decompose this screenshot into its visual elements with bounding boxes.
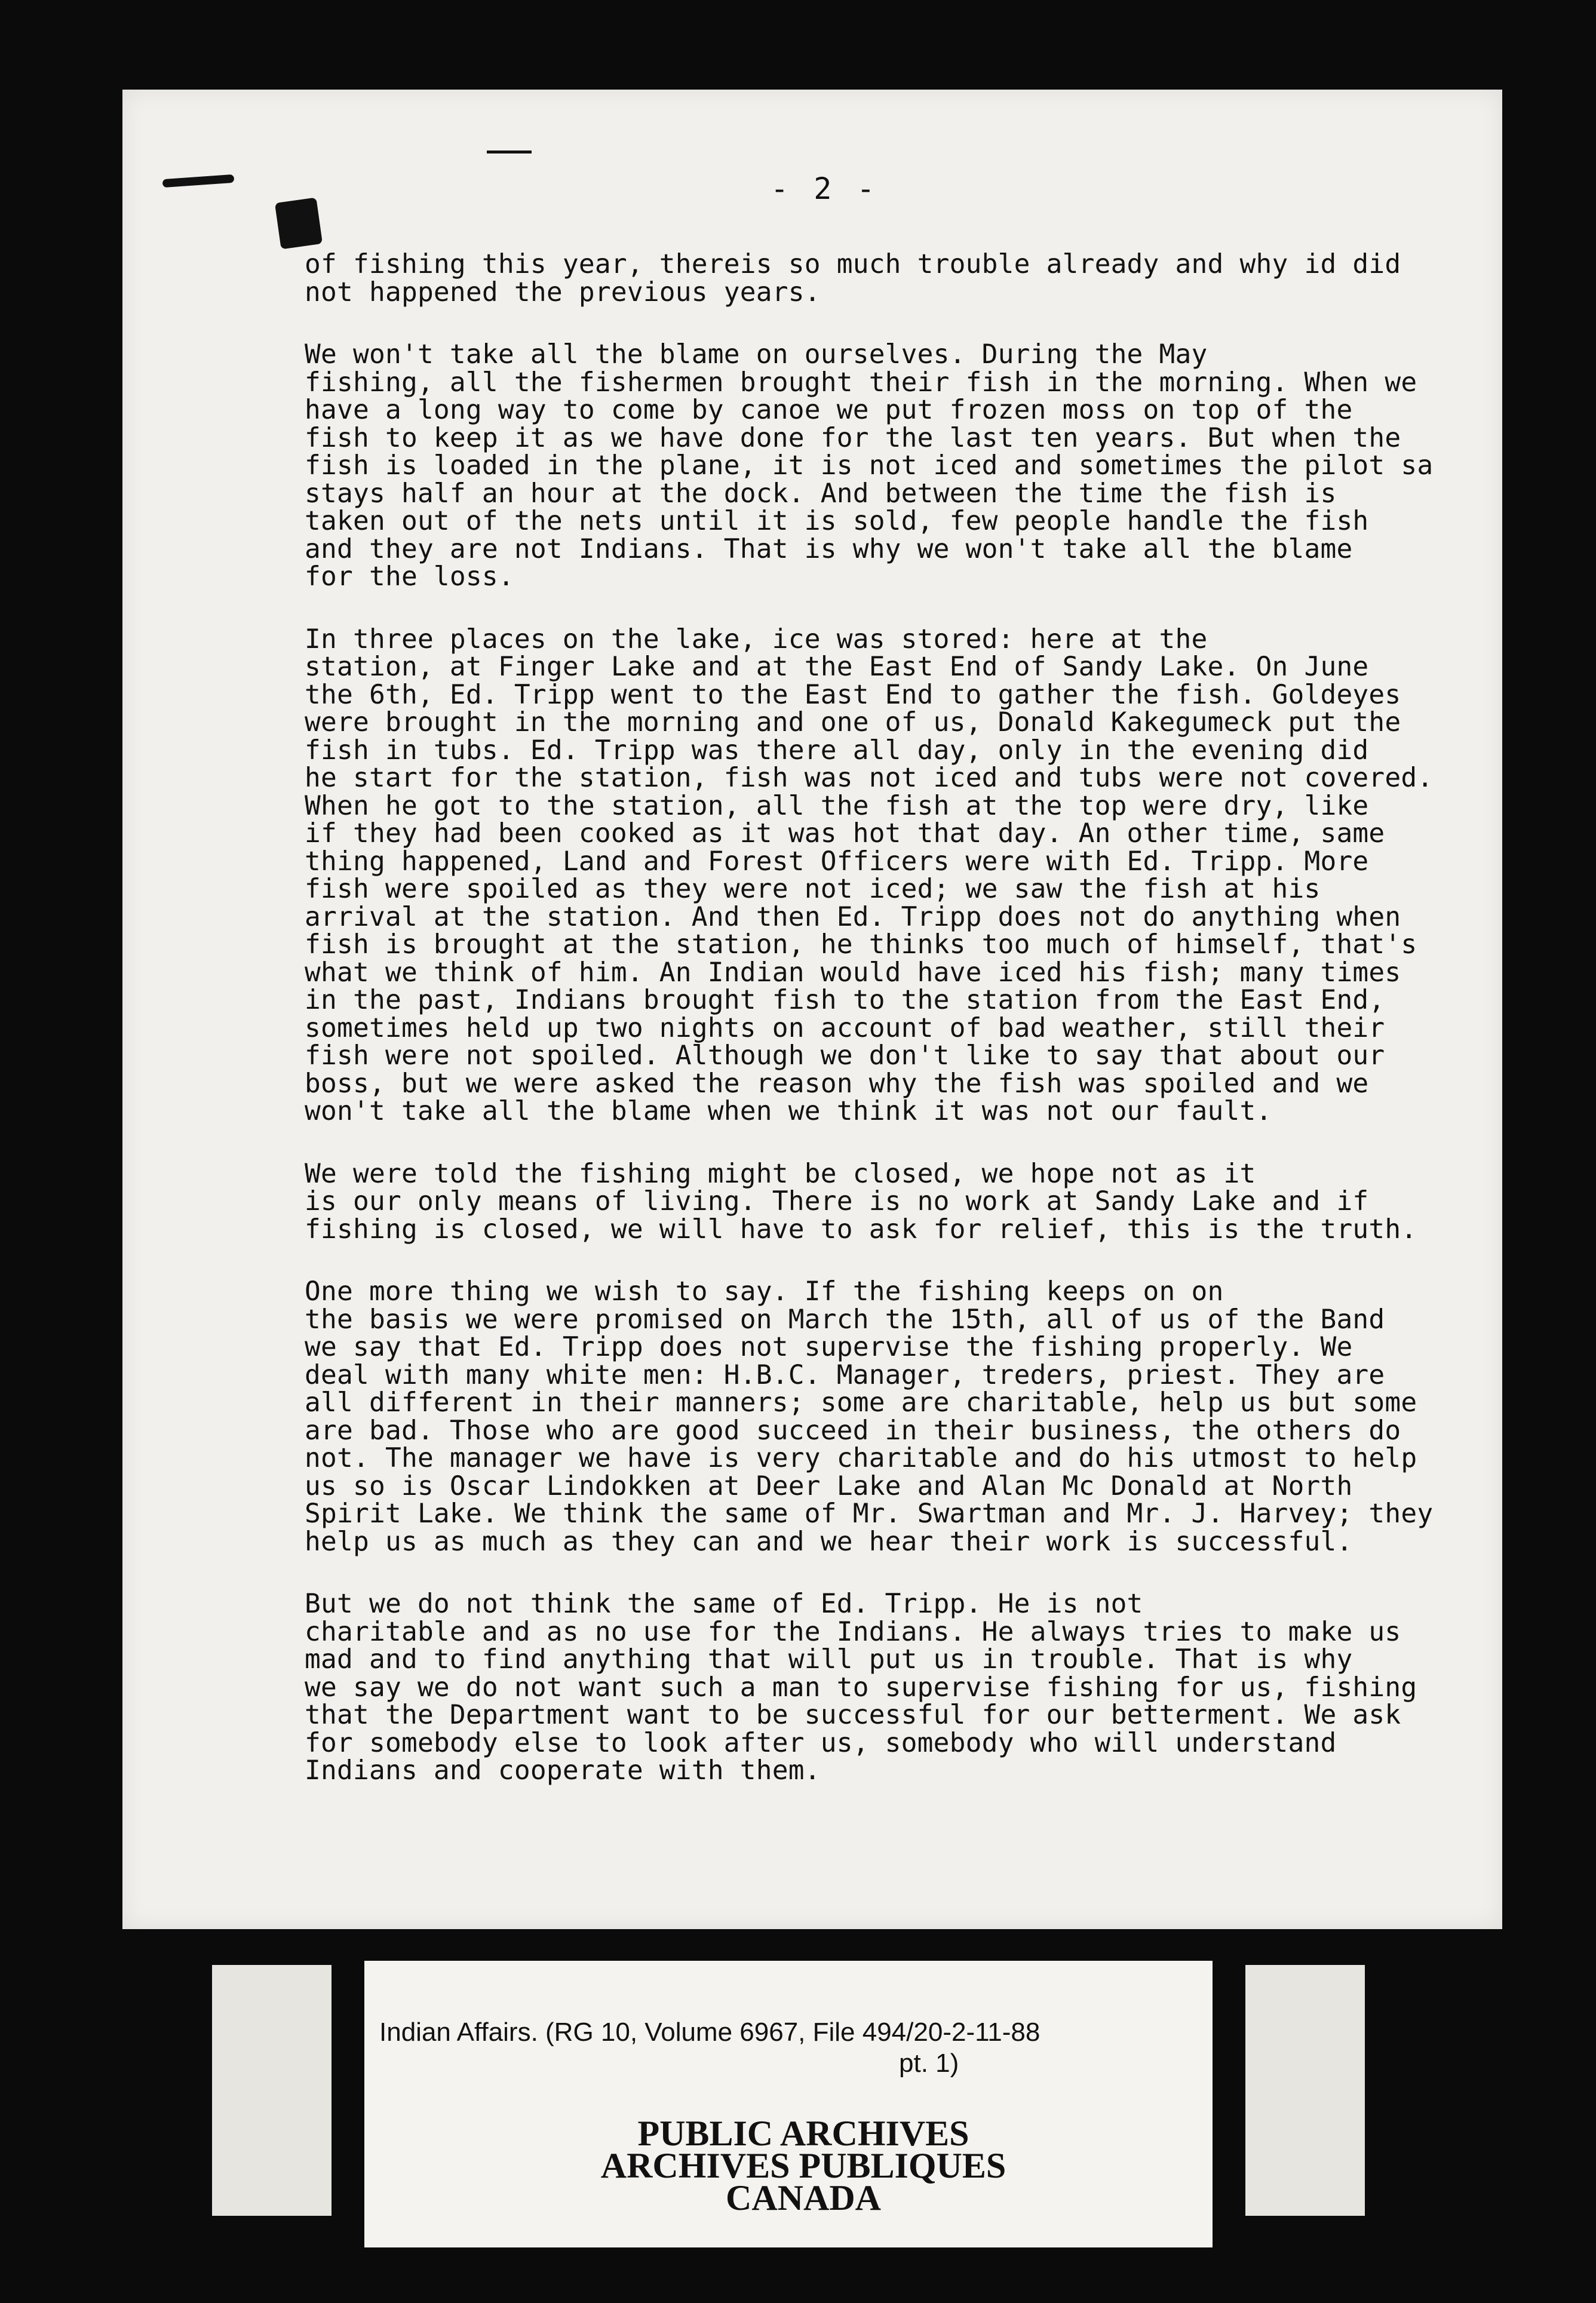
stamp-line-3: CANADA (726, 2178, 881, 2218)
paragraph-closure: We were told the fishing might be closed, we hope not as it is our only means of living. There is no work at Sandy Lake and if fishing is closed, we will have to ask for relief, this is the truth. (305, 1158, 1417, 1245)
label-frame-left (212, 1965, 332, 2216)
paragraph-ice-storage: In three places on the lake, ice was stored: here at the station, at Finger Lake and at the East End of Sandy Lake. On June the 6th, Ed. Tripp went to the East End to gather the fish. Goldeyes were brought in the morning and one of us, Donald Kakegumeck put the fish in tubs. Ed. Tripp was there all day, only in the evening did he start for the station, fish was not iced and tubs were not covered. When he got to the station, all the fish at the top were dry, like if they had been cooked as it was hot that day. An other time, same thing happened, Land and Forest Officers were with Ed. Tripp. More fish were spoiled as they were not iced; we saw the fish at his arrival at the station. And then Ed. Tripp does not do anything when fish is brought at the station, he thinks too much of himself, that's what we think of him. An Indian would have iced his fish; many times in the past, Indians brought fish to the station from the East End, sometimes held up two nights on account of bad weather, still their fish were not spoiled. Although we don't like to say that about our boss, but we were asked the reason why the fish was spoiled and we won't take all the blame when we think it was not our fault. (305, 624, 1434, 1126)
label-frame-right (1245, 1965, 1365, 2216)
hole-punch-mark (275, 198, 323, 250)
letter-body (305, 251, 1469, 1820)
archives-stamp (555, 2114, 1051, 2218)
stray-dash-mark (487, 151, 532, 153)
archive-citation-part: pt. 1) (899, 2049, 959, 2078)
paragraph-continuation: of fishing this year, thereis so much trouble already and why id did not happened the previous years. (305, 249, 1401, 308)
stamp-line-2: ARCHIVES PUBLIQUES (600, 2146, 1006, 2185)
paragraph-request: But we do not think the same of Ed. Tripp. He is not charitable and as no use for the Indians. He always tries to make us mad and to find anything that will put us in trouble. That is why we say we do not want such a man to supervise fishing for us, fishing that the Department want to be successful for our betterment. We ask for somebody else to look after us, somebody who will understand Indians and cooperate with them. (305, 1589, 1417, 1786)
archive-citation: Indian Affairs. (RG 10, Volume 6967, File 494/20-2-11-88 (379, 2018, 1041, 2047)
page-number: - 2 - (771, 171, 879, 206)
paragraph-supervision: One more thing we wish to say. If the fishing keeps on on the basis we were promised on March the 15th, all of us of the Band we say that Ed. Tripp does not supervise the fishing properly. We deal with many white men: H.B.C. Manager, treders, priest. They are all different in their manners; some are charitable, help us but some are bad. Those who are good succeed in their business, the others do not. The manager we have is very charitable and do his utmost to help us so is Oscar Lindokken at Deer Lake and Alan Mc Donald at North Spirit Lake. We think the same of Mr. Swartman and Mr. J. Harvey; they help us as much as they can and we hear their work is successful. (305, 1276, 1434, 1557)
paragraph-blame: We won't take all the blame on ourselves. During the May fishing, all the fishermen brought their fish in the morning. When we have a long way to come by canoe we put frozen moss on top of the fish to keep it as we have done for the last ten years. But when the fish is loaded in the plane, it is not iced and sometimes the pilot sa stays half an hour at the dock. And between the time the fish is taken out of the nets until it is sold, few people handle the fish and they are not Indians. That is why we won't take all the blame for the loss. (305, 339, 1434, 592)
stamp-line-1: PUBLIC ARCHIVES (637, 2114, 969, 2153)
